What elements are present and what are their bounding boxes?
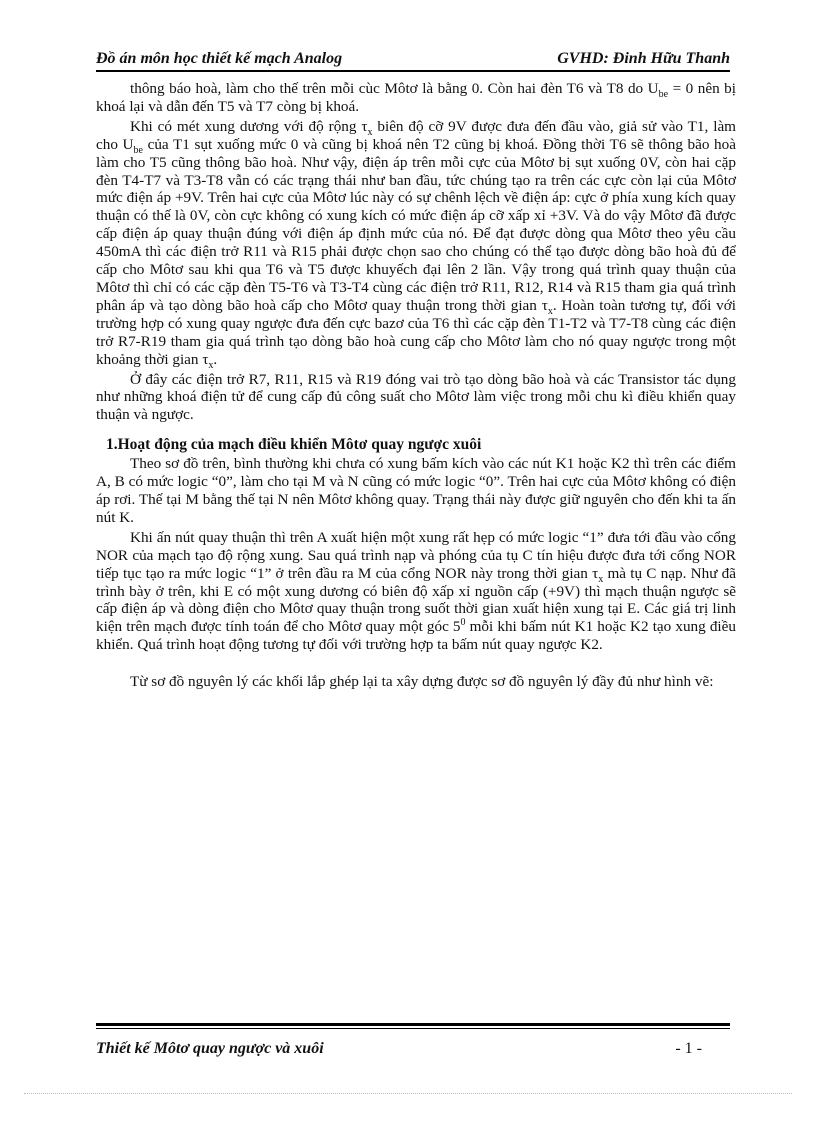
paragraph-6: Từ sơ đồ nguyên lý các khối lắp ghép lại ta xây dựng được sơ đồ nguyên lý đầy đủ như hình vẽ: xyxy=(130,673,714,691)
paragraph-5: Khi ấn nút quay thuận thì trên A xuất hiện một xung rất hẹp có mức logic “1” đưa tới đầu vào cổng NOR của mạch tạo độ rộng xung. Sau quá trình nạp và phóng của tụ C tín hiệu được đưa tới cổng NOR tiếp tục tạo ra mức logic “1” ở trên đầu ra M của cổng NOR này trong thời gian $\tau_x$ mà tụ C nạp. Như đã trình bày ở trên, khi E có một xung dương có biên độ xấp xỉ nguồn cấp (+9V) thì mạch thuận ngược sẽ cấp điện áp và dòng điện cho Môtơ quay thuận trong suốt thời gian xuất hiện xung tại E. Các giá trị linh kiện trên mạch được tính toán để cho Môtơ quay một góc $5^0$ mỗi khi bấm nút K1 hoặc K2 tạo xung điều khiển. Quá trình hoạt động tương tự đối với trường hợp ta bấm nút quay ngược K2. xyxy=(96,528,736,654)
section-heading: 1.Hoạt động của mạch điều khiển Môtơ quay ngược xuôi xyxy=(106,436,482,454)
paragraph-4: Theo sơ đồ trên, bình thường khi chưa có xung bấm kích vào các nút K1 hoặc K2 thì trên các điểm A, B có mức logic “0”, làm cho tại M và N cũng có mức logic “0”. Trên hai cực của Môtơ không có điện áp rơi. Thế tại M bằng thế tại N nên Môtơ không quay. Trạng thái này được giữ nguyên cho đến khi ta ấn nút K. xyxy=(96,455,736,526)
footer-title: Thiết kế Môtơ quay ngược và xuôi xyxy=(96,1040,324,1057)
header-supervisor: GVHD: Đinh Hữu Thanh xyxy=(557,50,730,67)
paragraph-2: Khi có mét xung dương với độ rộng $\tau_x$ biên độ cỡ 9V được đưa đến đầu vào, giả sử vào T1, làm cho $U_{be}$ của T1 sụt xuống mức 0 và cũng bị khoá nên T2 cũng bị khoá. Đồng thời T6 sẽ thông bão hoà làm cho T5 cũng thông bão hoà. Như vậy, điện áp trên mỗi cực của Môtơ bị sụt xuống 0V, còn hai cặp đèn T4-T7 và T3-T8 vẫn có các trạng thái như ban đầu, tức chúng tạo ra trên các cực còn lại của Môtơ mức điện áp +9V. Trên hai cực của Môtơ lúc này có sự chênh lệch về điện áp: cực ở phía xung kích quay thuận có thế là 0V, còn cực không có xung kích có mức điện áp cỡ xấp xỉ +3V. Và do vậy Môtơ đã được cấp điện áp quay thuận đúng với điện áp định mức của nó. Để đạt được dòng qua Môtơ theo yêu cầu 450mA thì các điện trở R11 và R15 phải được chọn sao cho chúng có thể tạo được dòng bão hoà đủ để cấp cho Môtơ sau khi qua T6 và T5 được khuyếch đại lên 2 lần. Vậy trong quá trình quay thuận của Môtơ thì chỉ có các cặp đèn T5-T6 và T3-T4 cùng các điện trở R11, R12, R14 và R15 tham gia quá trình phân áp và tạo dòng bão hoà cấp cho Môtơ quay thuận trong thời gian $\tau_x$. Hoàn toàn tương tự, đối với trường hợp có xung quay ngược đưa đến cực bazơ của T6 thì các cặp đèn T1-T2 và T7-T8 cùng các điện trở R7-R19 tham gia quá trình tạo dòng bão hoà cung cấp cho Môtơ làm cho nó quay ngược trong một khoảng thời gian $\tau_x$. xyxy=(96,117,737,371)
page-edge-dotted-line xyxy=(24,1093,792,1094)
footer-rule-thick xyxy=(96,1023,730,1026)
header-course-title: Đồ án môn học thiết kế mạch Analog xyxy=(96,50,343,67)
header-rule xyxy=(96,70,730,72)
footer-rule-thin xyxy=(96,1028,730,1029)
page-header xyxy=(96,48,730,72)
document-body xyxy=(96,80,736,693)
paragraph-3: Ở đây các điện trở R7, R11, R15 và R19 đóng vai trò tạo dòng bão hoà và các Transistor tác dụng như những khoá điện tử để cung cấp đủ công suất cho Môtơ làm việc trong mỗi chu kì điều khiển quay thuận và ngược. xyxy=(96,370,736,424)
page-footer xyxy=(96,1040,702,1058)
paragraph-1: thông báo hoà, làm cho thế trên mỗi cùc Môtơ là bằng 0. Còn hai đèn T6 và T8 do $U_{be} = 0$ nên bị khoá lại và dẫn đến T5 và T7 còng bị khoá. xyxy=(96,80,736,115)
page-number: - 1 - xyxy=(675,1040,702,1057)
